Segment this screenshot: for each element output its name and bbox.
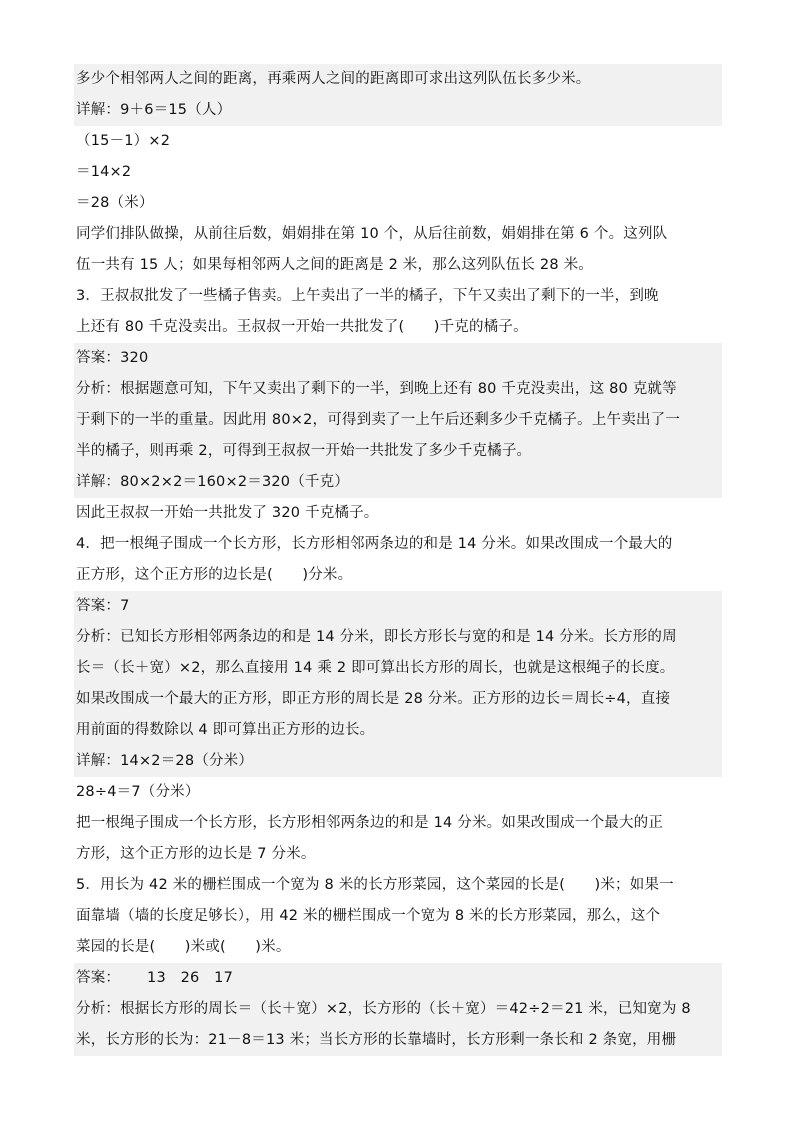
text-line-content: 用前面的得数除以 4 即可算出正方形的边长。	[76, 722, 375, 738]
text-line	[74, 1025, 722, 1056]
text-line-content: （15－1）×2	[76, 133, 171, 149]
text-line-content: 多少个相邻两人之间的距离，再乘两人之间的距离即可求出这列队伍长多少米。	[76, 71, 591, 87]
text-line-content: 如果改围成一个最大的正方形，即正方形的周长是 28 分米。正方形的边长＝周长÷4，直接	[76, 691, 671, 707]
text-line	[74, 932, 722, 963]
text-line-content: 答案：7	[76, 598, 130, 614]
text-line-content: ＝28（米）	[76, 195, 154, 211]
text-line	[74, 808, 722, 839]
text-line	[74, 95, 722, 126]
text-line	[74, 901, 722, 932]
text-line-content: 面靠墙（墙的长度足够长），用 42 米的栅栏围成一个宽为 8 米的长方形菜园，那么，这个	[76, 908, 661, 924]
text-line	[74, 312, 722, 343]
text-line	[74, 560, 722, 591]
text-line	[74, 64, 722, 95]
text-line	[74, 126, 722, 157]
text-line	[74, 405, 722, 436]
text-line-content: 于剩下的一半的重量。因此用 80×2，可得到卖了一上午后还剩多少千克橘子。上午卖出了一	[76, 412, 681, 428]
document-page	[74, 64, 722, 1056]
text-line-content: 上还有 80 千克没卖出。王叔叔一开始一共批发了( )千克的橘子。	[76, 319, 528, 335]
text-line	[74, 746, 722, 777]
text-line-content: 分析：根据长方形的周长＝（长＋宽）×2，长方形的（长＋宽）＝42÷2＝21 米，已知宽为 8	[76, 1001, 691, 1017]
text-line-content: 伍一共有 15 人；如果每相邻两人之间的距离是 2 米，那么这列队伍长 28 米。	[76, 257, 593, 273]
text-line	[74, 281, 722, 312]
text-line-content: 把一根绳子围成一个长方形，长方形相邻两条边的和是 14 分米。如果改围成一个最大的正	[76, 815, 664, 831]
text-line	[74, 529, 722, 560]
text-line-content: 方形，这个正方形的边长是 7 分米。	[76, 846, 316, 862]
text-line	[74, 653, 722, 684]
text-line	[74, 374, 722, 405]
text-line-content: 因此王叔叔一开始一共批发了 320 千克橘子。	[76, 505, 379, 521]
text-line	[74, 870, 722, 901]
text-line	[74, 188, 722, 219]
text-line	[74, 436, 722, 467]
text-line-content: 详解：9＋6＝15（人）	[76, 102, 232, 118]
text-line	[74, 684, 722, 715]
text-line-content: 半的橘子，则再乘 2，可得到王叔叔一开始一共批发了多少千克橘子。	[76, 443, 532, 459]
text-line	[74, 839, 722, 870]
text-line	[74, 498, 722, 529]
text-line	[74, 963, 722, 994]
text-line-content: 5．用长为 42 米的栅栏围成一个宽为 8 米的长方形菜园，这个菜园的长是( )米；如果一	[76, 877, 674, 893]
text-line-content: 3．王叔叔批发了一些橘子售卖。上午卖出了一半的橘子，下午又卖出了剩下的一半，到晚	[76, 288, 659, 304]
text-line	[74, 777, 722, 808]
text-line	[74, 622, 722, 653]
text-line-content: 分析：根据题意可知，下午又卖出了剩下的一半，到晚上还有 80 千克没卖出，这 80 克就等	[76, 381, 677, 397]
text-line	[74, 467, 722, 498]
text-line-content: 4．把一根绳子围成一个长方形，长方形相邻两条边的和是 14 分米。如果改围成一个最大的	[76, 536, 673, 552]
text-line-content: 分析：已知长方形相邻两条边的和是 14 分米，即长方形长与宽的和是 14 分米。长方形的周	[76, 629, 677, 645]
text-line-content: 正方形，这个正方形的边长是( )分米。	[76, 567, 353, 583]
text-line-content: 详解：14×2＝28（分米）	[76, 753, 254, 769]
text-line	[74, 343, 722, 374]
text-line	[74, 715, 722, 746]
text-line	[74, 250, 722, 281]
text-line	[74, 157, 722, 188]
text-line-content: 同学们排队做操，从前往后数，娟娟排在第 10 个，从后往前数，娟娟排在第 6 个。这列队	[76, 226, 668, 242]
text-line	[74, 994, 722, 1025]
text-line-content: 长＝（长＋宽）×2，那么直接用 14 乘 2 即可算出长方形的周长，也就是这根绳子的长度。	[76, 660, 675, 676]
text-line-content: ＝14×2	[76, 164, 132, 180]
text-line-content: 详解：80×2×2＝160×2＝320（千克）	[76, 474, 350, 490]
text-line-content: 28÷4＝7（分米）	[76, 784, 200, 800]
text-line-content: 答案：320	[76, 350, 149, 366]
text-line-content: 菜园的长是( )米或( )米。	[76, 939, 291, 955]
text-line	[74, 219, 722, 250]
text-line-content: 答案： 13 26 17	[76, 970, 234, 986]
text-line	[74, 591, 722, 622]
text-line-content: 米，长方形的长为：21－8＝13 米；当长方形的长靠墙时，长方形剩一条长和 2 条宽，用栅	[76, 1032, 677, 1048]
